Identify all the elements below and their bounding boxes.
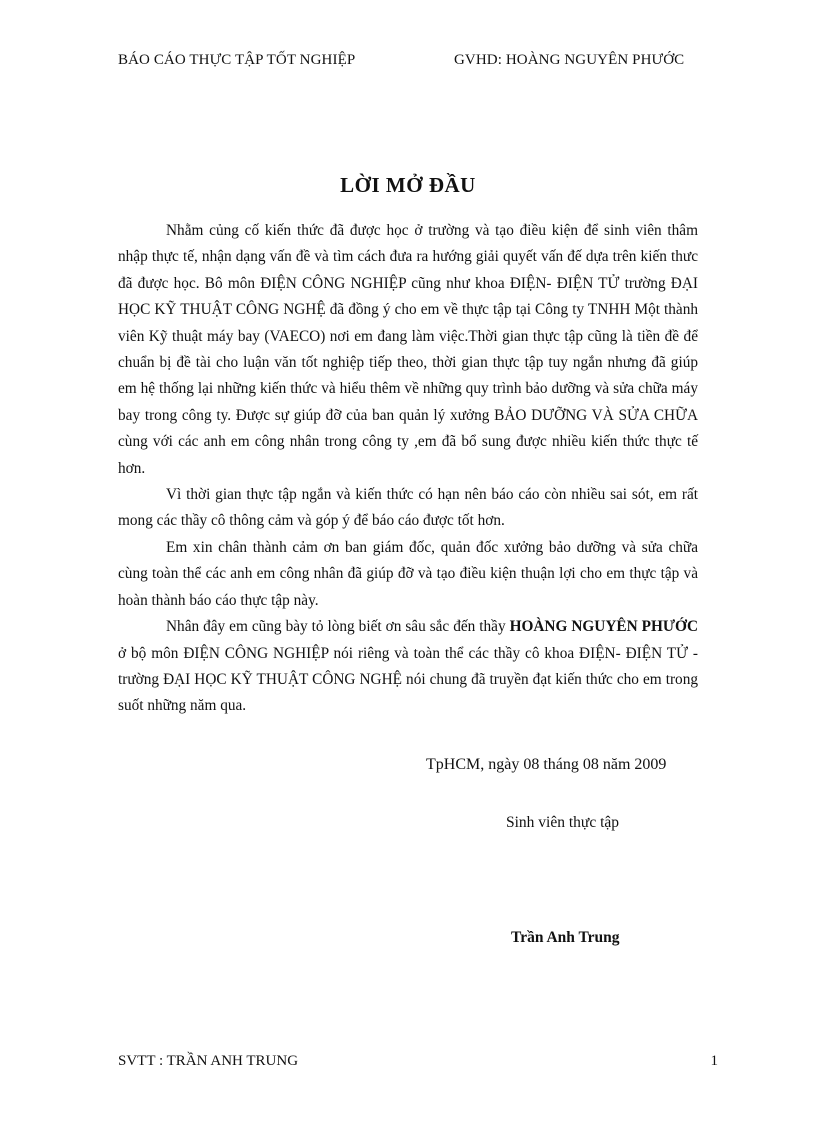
footer-student: SVTT : TRẦN ANH TRUNG	[118, 1053, 299, 1069]
paragraph-4-lead: Nhân đây em cũng bày tỏ lòng biết ơn sâu sắc đến thầy	[166, 618, 510, 636]
page-title: LỜI MỞ ĐẦU	[340, 173, 476, 197]
header-report-title: BÁO CÁO THỰC TẬP TỐT NGHIỆP	[118, 52, 356, 68]
header-supervisor: GVHD: HOÀNG NGUYÊN PHƯỚC	[454, 52, 685, 68]
body-text	[118, 218, 698, 720]
paragraph-4-rest: ở bộ môn ĐIỆN CÔNG NGHIỆP nói riêng và toàn thể các thầy cô khoa ĐIỆN- ĐIỆN TỬ - trường ĐẠI HỌC KỸ THUẬT CÔNG NGHỆ nói chung đã truyền đạt kiến thức cho em trong suốt những năm qua.	[118, 644, 698, 715]
paragraph-4	[118, 614, 698, 720]
supervisor-name-bold: HOÀNG NGUYÊN PHƯỚC	[509, 618, 698, 636]
signature-name: Trần Anh Trung	[511, 929, 620, 946]
paragraph-1: Nhằm củng cố kiến thức đã được học ở trường và tạo điều kiện để sinh viên thâm nhập thực tế, nhận dạng vấn đề và tìm cách đưa ra hướng giải quyết vấn đế dựa trên kiến thưc đã được học. Bô môn ĐIỆN CÔNG NGHIỆP cũng như khoa ĐIỆN- ĐIỆN TỬ trường ĐẠI HỌC KỸ THUẬT CÔNG NGHỆ đã đồng ý cho em về thực tập tại Công ty TNHH Một thành viên Kỹ thuật máy bay (VAECO) nơi em đang làm việc.Thời gian thực tập cũng là tiền đề để chuẩn bị đề tài cho luận văn tốt nghiệp tiếp theo, thời gian thực tập tuy ngắn nhưng đã giúp em hệ thống lại những kiến thức và hiểu thêm về những quy trình bảo dưỡng và sửa chữa máy bay trong công ty. Được sự giúp đỡ của ban quản lý xưởng BẢO DƯỠNG VÀ SỬA CHỮA cùng với các anh em công nhân trong công ty ,em đã bổ sung được nhiều kiến thức thực tế hơn.	[118, 222, 698, 477]
page-number: 1	[710, 1053, 718, 1069]
paragraph-3: Em xin chân thành cảm ơn ban giám đốc, quản đốc xưởng bảo dưỡng và sửa chữa cùng toàn thể các anh em công nhân đã giúp đỡ và tạo điều kiện thuận lợi cho em thực tập và hoàn thành báo cáo thực tập này.	[118, 538, 698, 609]
paragraph-2: Vì thời gian thực tập ngắn và kiến thức có hạn nên báo cáo còn nhiều sai sót, em rất mong các thầy cô thông cảm và góp ý để báo cáo được tốt hơn.	[118, 486, 698, 530]
signature-date: TpHCM, ngày 08 tháng 08 năm 2009	[426, 756, 667, 773]
signature-role: Sinh viên thực tập	[506, 814, 620, 831]
